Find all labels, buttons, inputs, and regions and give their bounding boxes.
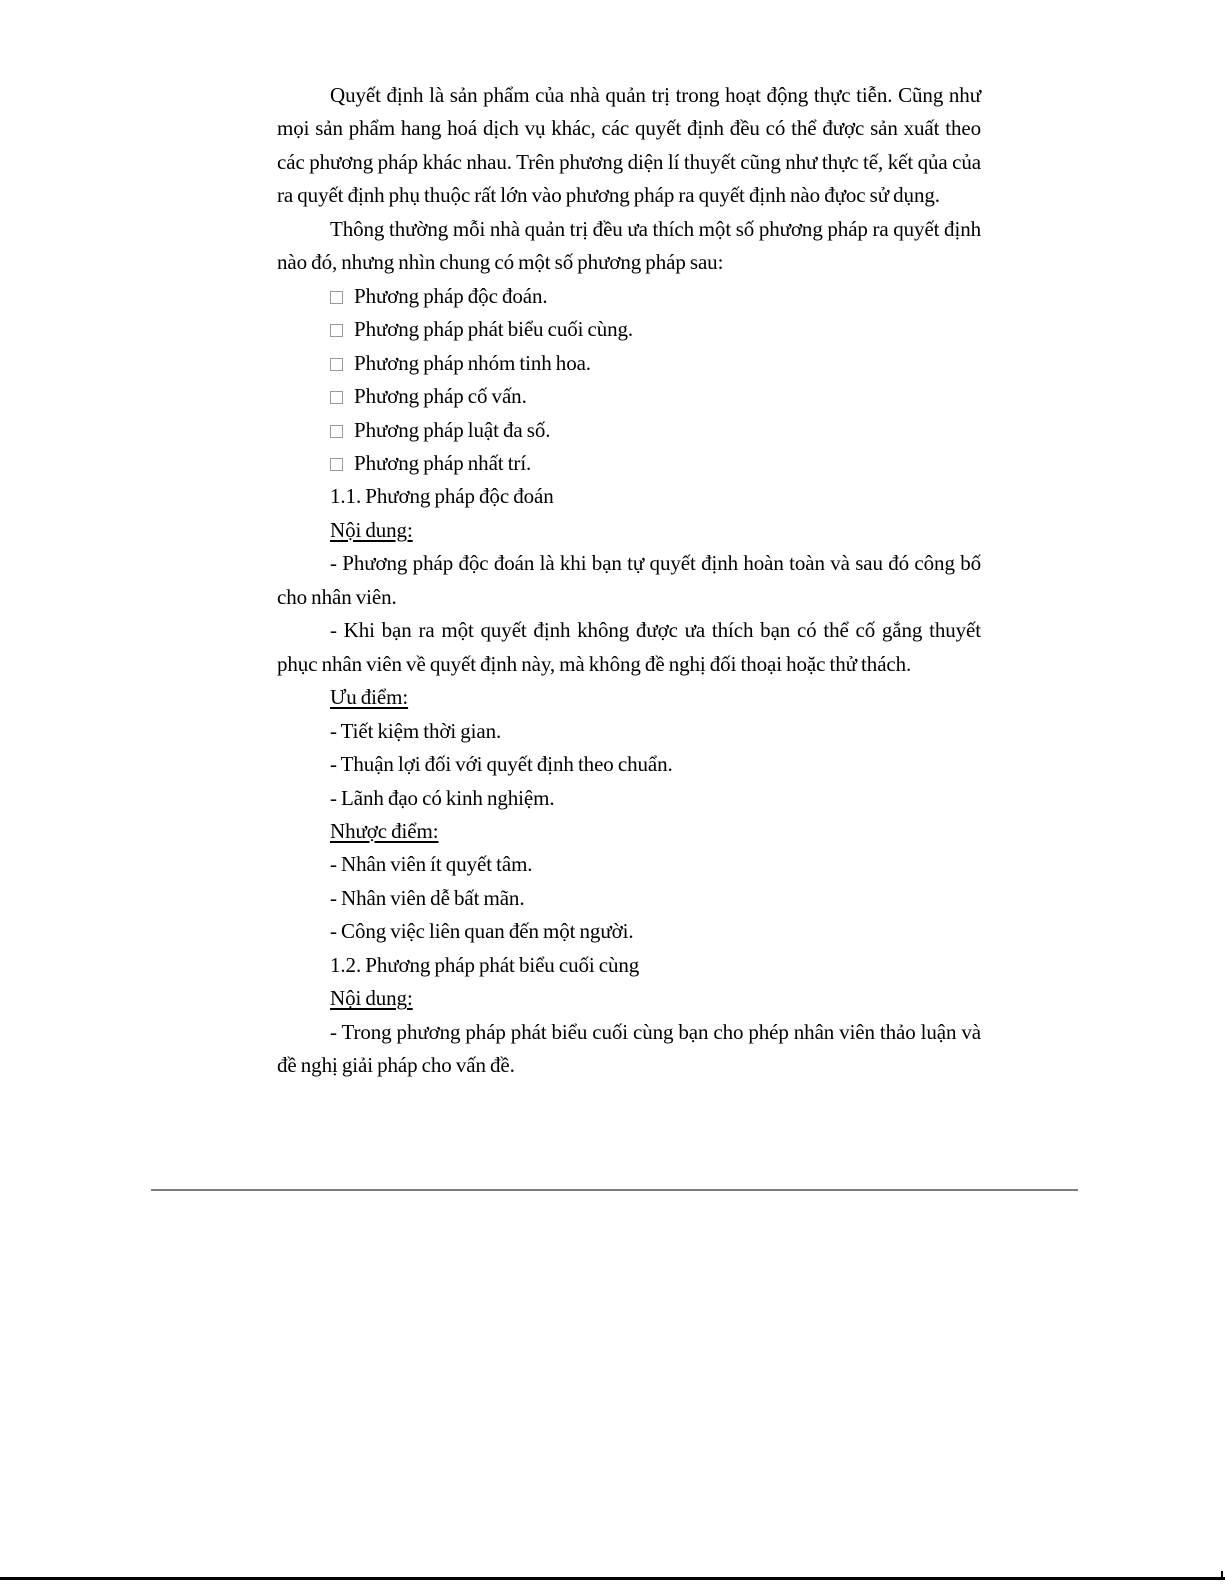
content-paragraph: - Trong phương pháp phát biểu cuối cùng bạn cho phép nhân viên thảo luận và đề nghị giải pháp cho vấn đề. (277, 1019, 981, 1078)
content-paragraph: - Phương pháp độc đoán là khi bạn tự quyết định hoàn toàn và sau đó công bố cho nhân viên. (277, 551, 981, 609)
list-item (277, 313, 981, 346)
footer-separator-line (151, 1189, 1078, 1191)
list-item-text: Phương pháp nhóm tinh hoa. (354, 350, 591, 375)
content-label-text: Nội dung: (330, 986, 413, 1011)
content-label (277, 514, 981, 547)
intro-paragraph-1: Quyết định là sản phẩm của nhà quản trị trong hoạt động thực tiễn. Cũng như mọi sản phẩm hang hoá dịch vụ khác, các quyết định đều có thể được sản xuất theo các phương pháp khác nhau. Trên phương diện lí thuyết cũng như thực tế, kết qủa của ra quyết định phụ thuộc rất lớn vào phương pháp ra quyết định nào đựoc sử dụng. (277, 83, 981, 208)
pros-label (277, 681, 981, 714)
content-label (277, 982, 981, 1015)
pros-label-text: Ưu điểm: (330, 685, 409, 710)
checkbox-bullet-icon (330, 391, 343, 404)
cons-item: - Công việc liên quan đến một người. (330, 919, 634, 944)
list-item-text: Phương pháp nhất trí. (354, 450, 532, 475)
list-item-text: Phương pháp cố vấn. (354, 384, 527, 409)
checkbox-bullet-icon (330, 458, 343, 471)
list-item (277, 414, 981, 447)
pros-item: - Tiết kiệm thời gian. (330, 718, 502, 743)
cons-label-text: Nhược điểm: (330, 818, 439, 843)
checkbox-bullet-icon (330, 425, 343, 438)
cons-item: - Nhân viên ít quyết tâm. (330, 852, 533, 877)
list-item (277, 347, 981, 380)
list-item (277, 447, 981, 480)
cons-item: - Nhân viên dễ bất mãn. (330, 885, 525, 910)
list-item (277, 380, 981, 413)
cons-label (277, 815, 981, 848)
list-item-text: Phương pháp độc đoán. (354, 283, 548, 308)
page-bottom-edge (0, 1577, 1225, 1580)
content-paragraph: - Khi bạn ra một quyết định không được ưa thích bạn có thể cố gắng thuyết phục nhân viên về quyết định này, mà không đề nghị đối thoại hoặc thử thách. (277, 618, 981, 676)
checkbox-bullet-icon (330, 324, 343, 337)
section-1-1-heading: 1.1. Phương pháp độc đoán (330, 484, 554, 509)
pros-item: - Thuận lợi đối với quyết định theo chuẩn. (330, 752, 673, 777)
page-bottom-edge-tick (1221, 1571, 1223, 1578)
checkbox-bullet-icon (330, 291, 343, 304)
list-item-text: Phương pháp phát biểu cuối cùng. (354, 317, 634, 342)
pros-item: - Lãnh đạo có kinh nghiệm. (330, 785, 555, 810)
checkbox-bullet-icon (330, 358, 343, 371)
content-label-text: Nội dung: (330, 517, 413, 542)
section-1-2-heading: 1.2. Phương pháp phát biểu cuối cùng (330, 952, 640, 977)
document-body (277, 79, 981, 1083)
list-item-text: Phương pháp luật đa số. (354, 417, 551, 442)
intro-paragraph-2: Thông thường mỗi nhà quản trị đều ưa thích một số phương pháp ra quyết định nào đó, nhưng nhìn chung có một số phương pháp sau: (277, 216, 981, 275)
list-item (277, 280, 981, 313)
